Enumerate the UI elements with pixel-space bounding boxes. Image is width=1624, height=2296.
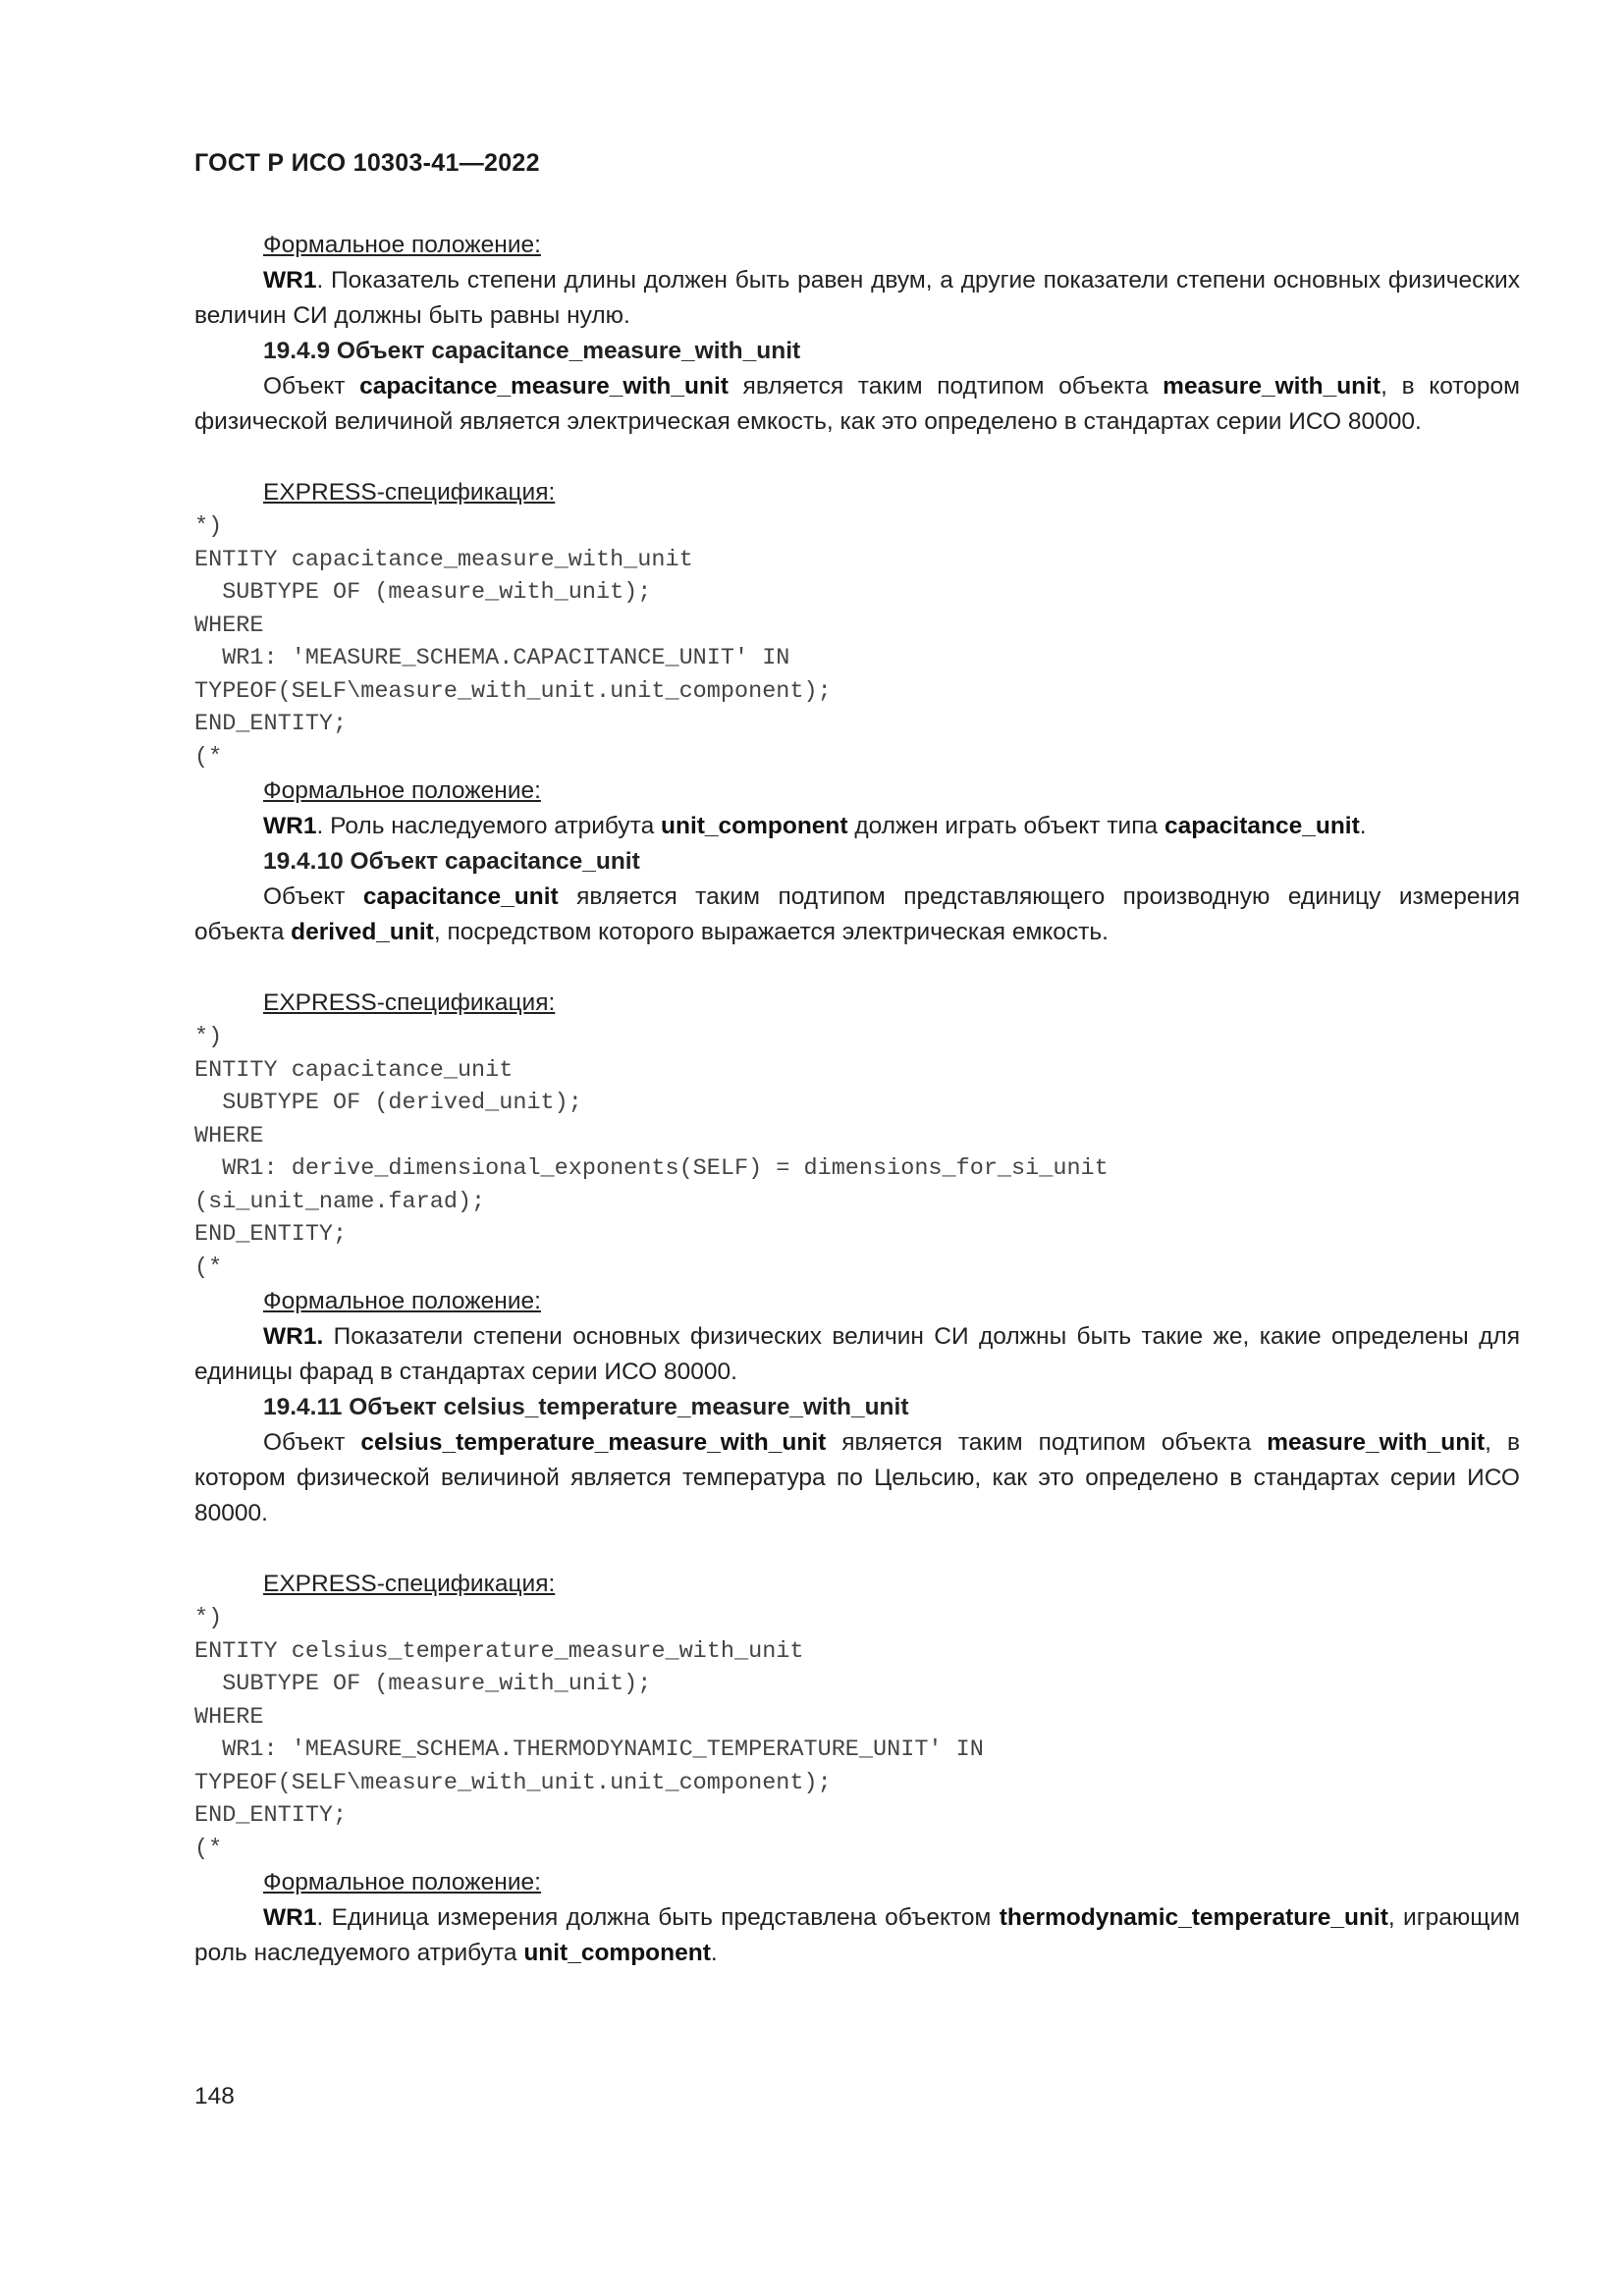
code-line: TYPEOF(SELF\measure_with_unit.unit_component); bbox=[194, 677, 832, 705]
express-label-text: EXPRESS-спецификация: bbox=[263, 479, 556, 506]
formal-label-text: Формальное положение: bbox=[263, 232, 541, 258]
code-line: END_ENTITY; bbox=[194, 1221, 348, 1248]
section-heading: 19.4.9 Объект capacitance_measure_with_unit bbox=[263, 338, 801, 364]
formal-label-text: Формальное положение: bbox=[263, 777, 541, 804]
entity-name: celsius_temperature_measure_with_unit bbox=[360, 1429, 827, 1456]
wr1-paragraph bbox=[194, 809, 1520, 844]
section-description bbox=[194, 369, 1520, 440]
supertype-name: measure_with_unit bbox=[1267, 1429, 1486, 1456]
code-line: END_ENTITY; bbox=[194, 711, 348, 737]
code-line: WHERE bbox=[194, 612, 264, 639]
entity-name: capacitance_unit bbox=[1164, 813, 1360, 839]
formal-label bbox=[194, 774, 1520, 809]
spacer bbox=[194, 950, 1520, 986]
spacer bbox=[194, 1531, 1520, 1567]
code-line: SUBTYPE OF (derived_unit); bbox=[194, 1090, 582, 1116]
entity-name: capacitance_unit bbox=[362, 883, 559, 910]
text-span: , посредством которого выражается электрическая емкость. bbox=[433, 919, 1109, 945]
code-line: WR1: derive_dimensional_exponents(SELF) = dimensions_for_si_unit bbox=[194, 1155, 1109, 1182]
code-line: (* bbox=[194, 1254, 223, 1281]
code-line: *) bbox=[194, 513, 223, 540]
code-line: WHERE bbox=[194, 1703, 264, 1731]
formal-label bbox=[194, 1865, 1520, 1900]
express-code-block bbox=[194, 1602, 1520, 1865]
text-span: . bbox=[1359, 813, 1367, 839]
section-description bbox=[194, 1425, 1520, 1531]
code-line: ENTITY capacitance_measure_with_unit bbox=[194, 546, 693, 573]
text-span: Показатели степени основных физических величин СИ должны быть такие же, какие определены для единицы фарад в стандартах серии ИСО 80000. bbox=[194, 1323, 1520, 1385]
formal-label bbox=[194, 228, 1520, 263]
code-line: SUBTYPE OF (measure_with_unit); bbox=[194, 1671, 652, 1697]
code-line: SUBTYPE OF (measure_with_unit); bbox=[194, 579, 652, 606]
wr1-label: WR1 bbox=[263, 813, 317, 839]
text-span: , в котором физической величиной является электрическая емкость, как это определено в стандартах серии ИСО 80000. bbox=[194, 373, 1520, 435]
text-span: является таким подтипом объекта bbox=[728, 373, 1164, 400]
express-code-block bbox=[194, 1021, 1520, 1284]
attribute-name: unit_component bbox=[523, 1940, 711, 1966]
wr1-label: WR1 bbox=[263, 267, 317, 294]
page-content bbox=[194, 228, 1520, 1971]
entity-name: thermodynamic_temperature_unit bbox=[999, 1904, 1388, 1931]
code-line: TYPEOF(SELF\measure_with_unit.unit_component); bbox=[194, 1769, 832, 1796]
wr1-label: WR1 bbox=[263, 1904, 317, 1931]
code-line: (* bbox=[194, 743, 223, 771]
document-header: ГОСТ Р ИСО 10303-41—2022 bbox=[194, 149, 540, 177]
supertype-name: derived_unit bbox=[291, 919, 434, 945]
wr1-paragraph bbox=[194, 263, 1520, 334]
wr1-paragraph bbox=[194, 1319, 1520, 1390]
section-heading: 19.4.11 Объект celsius_temperature_measure_with_unit bbox=[263, 1394, 909, 1420]
text-span: Объект bbox=[263, 373, 360, 400]
text-span: . Роль наследуемого атрибута bbox=[316, 813, 662, 839]
code-line: (si_unit_name.farad); bbox=[194, 1188, 486, 1215]
formal-label-text: Формальное положение: bbox=[263, 1869, 541, 1896]
formal-label-text: Формальное положение: bbox=[263, 1288, 541, 1314]
wr1-text: . Показатель степени длины должен быть равен двум, а другие показатели степени основных физических величин СИ должны быть равны нулю. bbox=[194, 267, 1520, 329]
express-label-text: EXPRESS-спецификация: bbox=[263, 989, 556, 1016]
text-span: , играющим роль наследуемого атрибута bbox=[194, 1904, 1520, 1966]
code-line: *) bbox=[194, 1605, 223, 1631]
code-line: WR1: 'MEASURE_SCHEMA.CAPACITANCE_UNIT' IN bbox=[194, 645, 790, 671]
text-span: . bbox=[710, 1940, 718, 1966]
express-code-block bbox=[194, 510, 1520, 774]
spacer bbox=[194, 440, 1520, 475]
code-line: ENTITY capacitance_unit bbox=[194, 1056, 514, 1084]
text-span: является таким подтипом представляющего производную единицу измерения объекта bbox=[194, 883, 1520, 945]
section-heading: 19.4.10 Объект capacitance_unit bbox=[263, 848, 640, 875]
code-line: WHERE bbox=[194, 1122, 264, 1149]
express-label bbox=[194, 475, 1520, 510]
attribute-name: unit_component bbox=[661, 813, 848, 839]
express-label-text: EXPRESS-спецификация: bbox=[263, 1571, 556, 1597]
wr1-paragraph bbox=[194, 1900, 1520, 1971]
code-line: END_ENTITY; bbox=[194, 1802, 348, 1829]
code-line: (* bbox=[194, 1835, 223, 1862]
entity-name: capacitance_measure_with_unit bbox=[359, 373, 729, 400]
text-span: Объект bbox=[263, 883, 363, 910]
section-description bbox=[194, 880, 1520, 950]
text-span: , в котором физической величиной является температура по Цельсию, как это определено в стандартах серии ИСО 80000. bbox=[194, 1429, 1520, 1526]
wr1-label: WR1. bbox=[263, 1323, 324, 1350]
code-line: *) bbox=[194, 1024, 223, 1050]
text-span: должен играть объект типа bbox=[847, 813, 1164, 839]
formal-label bbox=[194, 1284, 1520, 1319]
text-span: является таким подтипом объекта bbox=[826, 1429, 1268, 1456]
express-label bbox=[194, 1567, 1520, 1602]
express-label bbox=[194, 986, 1520, 1021]
page-number: 148 bbox=[194, 2083, 235, 2109]
code-line: ENTITY celsius_temperature_measure_with_unit bbox=[194, 1637, 804, 1665]
code-line: WR1: 'MEASURE_SCHEMA.THERMODYNAMIC_TEMPERATURE_UNIT' IN bbox=[194, 1736, 984, 1763]
text-span: Объект bbox=[263, 1429, 361, 1456]
supertype-name: measure_with_unit bbox=[1163, 373, 1381, 400]
text-span: . Единица измерения должна быть представлена объектом bbox=[316, 1904, 1000, 1931]
